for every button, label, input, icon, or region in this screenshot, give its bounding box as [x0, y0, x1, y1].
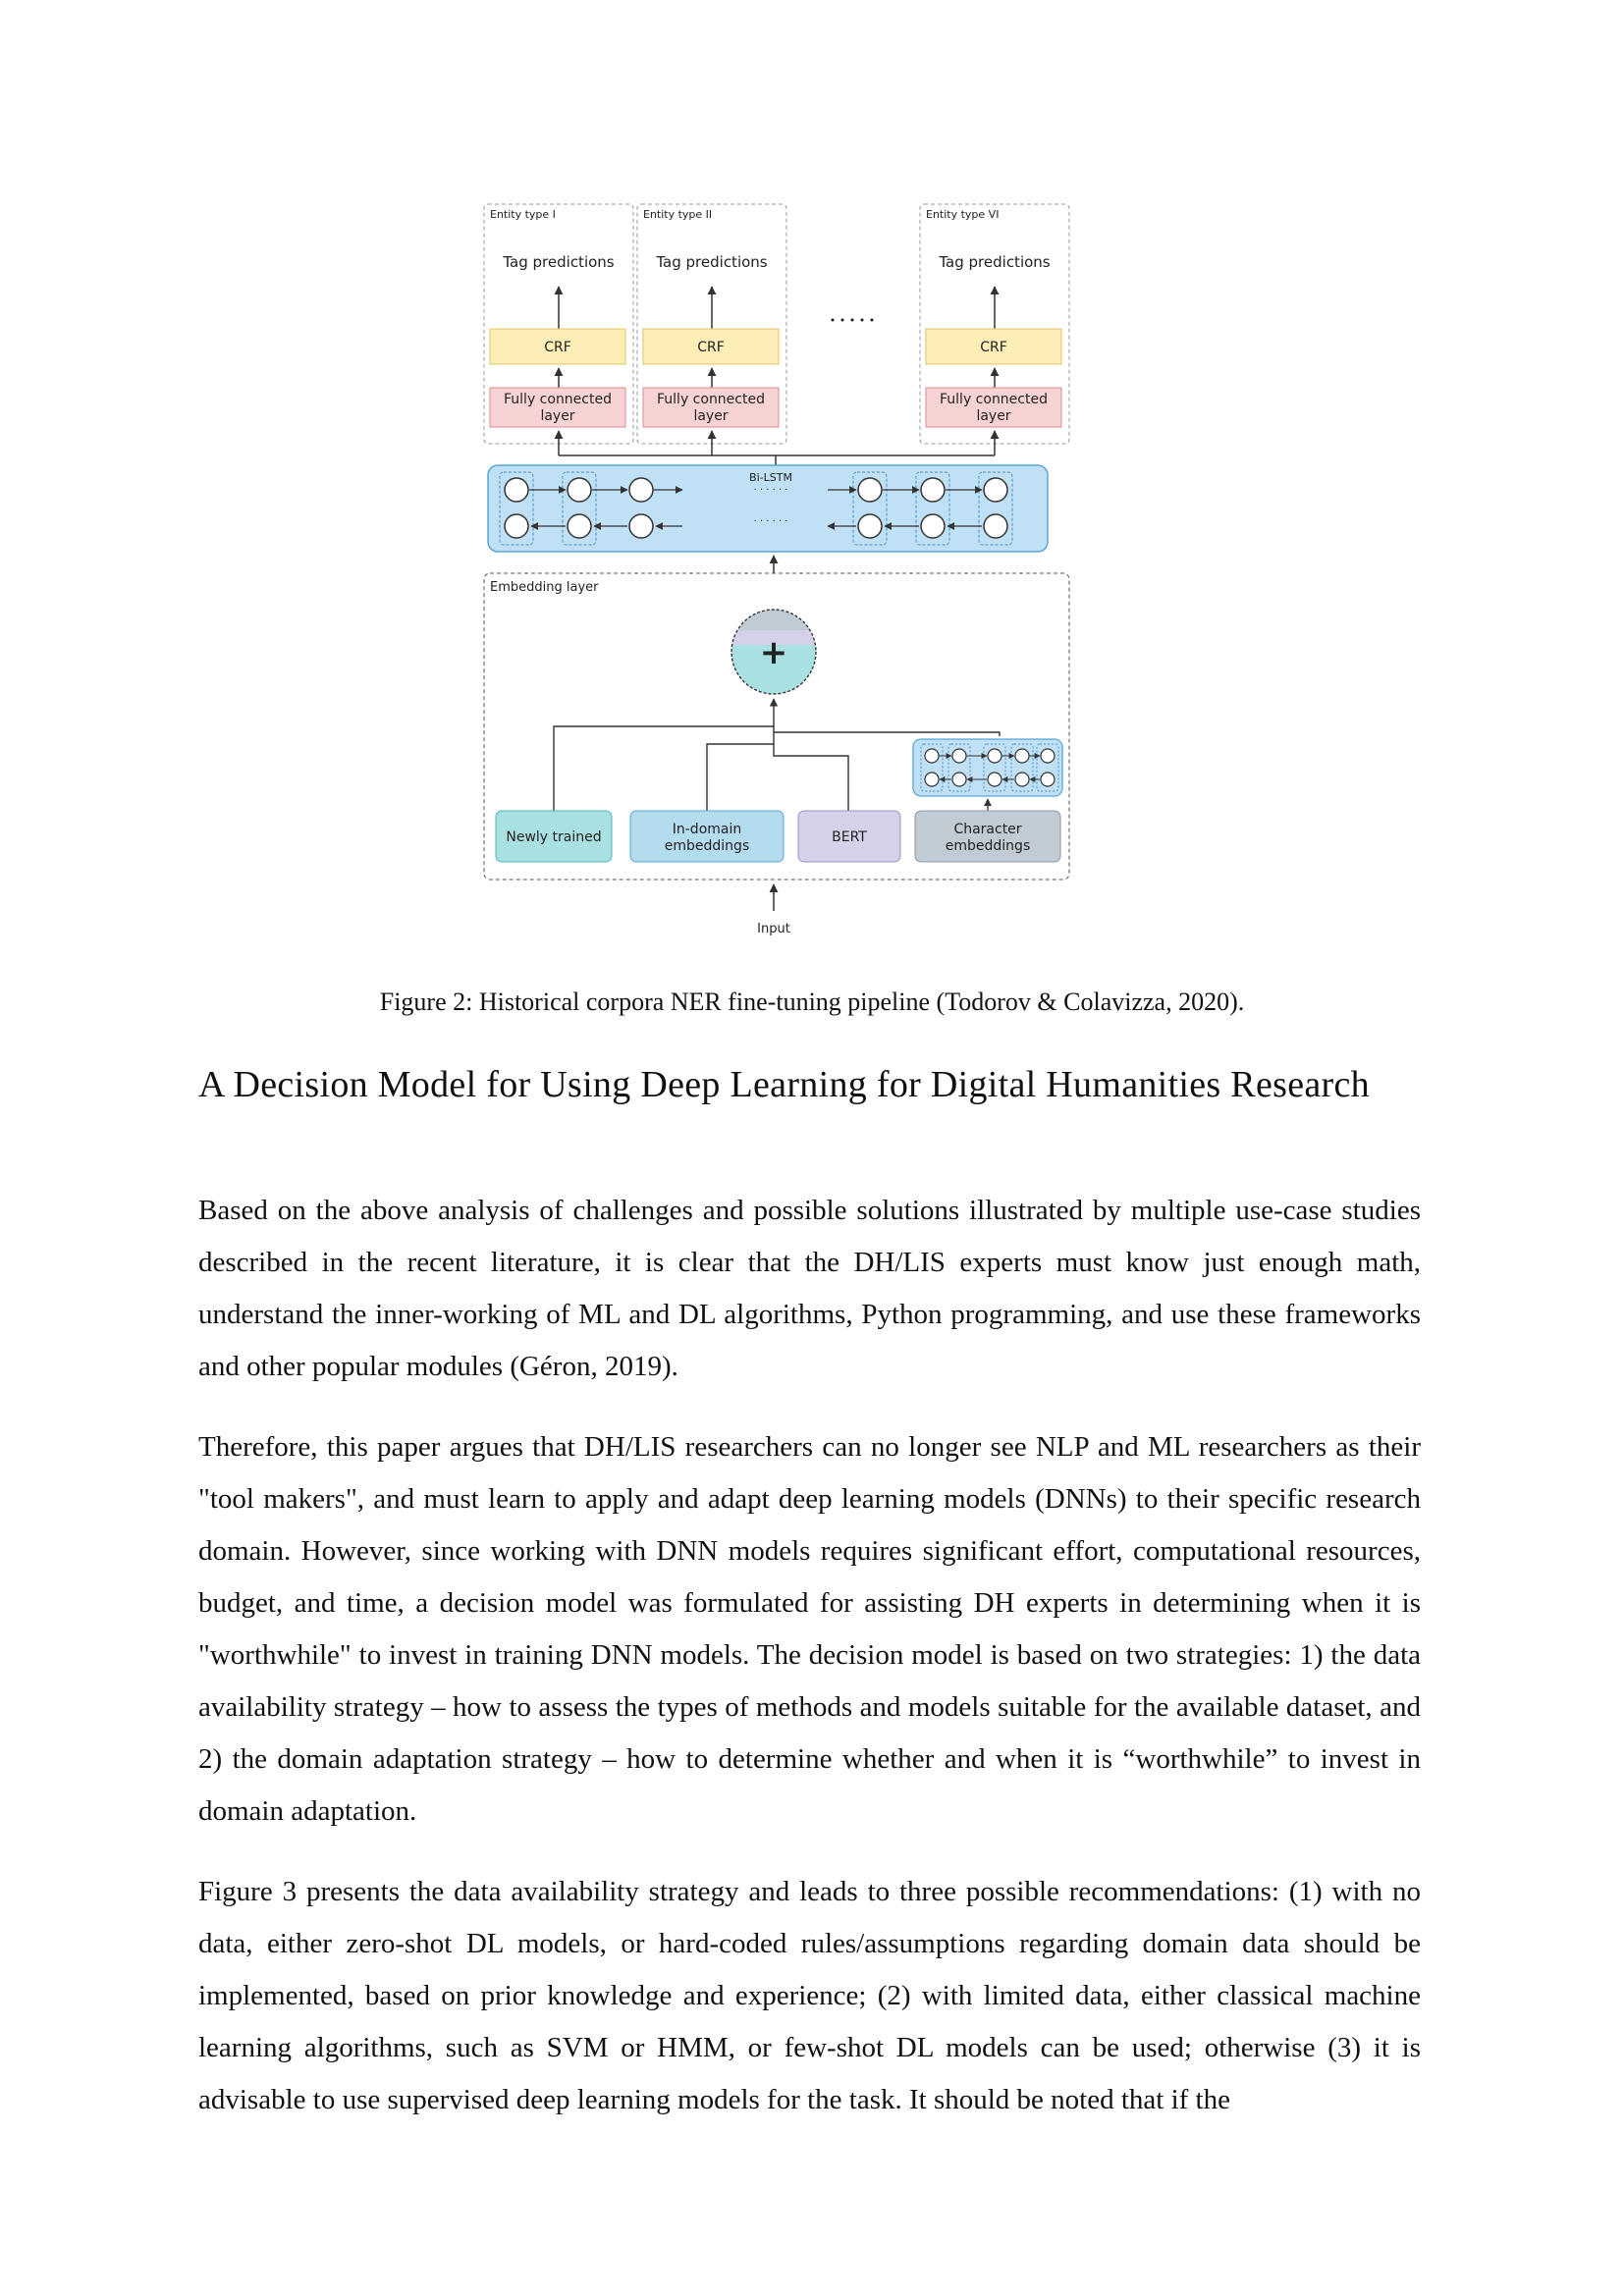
fully-connected-label-2: layer: [693, 408, 729, 424]
paragraph: Figure 3 presents the data availability strategy and leads to three possible recommendations: (1) with no data, either zero-shot DL models, or hard-coded rules/assumptions regarding domain data should be implemented, based on prior knowledge and experience; (2) with limited data, either classical machine learning algorithms, such as SVM or HMM, or few-shot DL models can be used; otherwise (3) it is advisable to use supervised deep learning models for the task. It should be noted that if the: [198, 1876, 1421, 2115]
paragraph: Therefore, this paper argues that DH/LIS researchers can no longer see NLP and ML researchers as their "tool makers", and must learn to apply and adapt deep learning models (DNNs) to their specific research domain. However, since working with DNN models requires significant effort, computational resources, budget, and time, a decision model was formulated for assisting DH experts in determining when it is "worthwhile" to invest in training DNN models. The decision model is based on two strategies: 1) the data availability strategy – how to assess the types of methods and models suitable for the available dataset, and 2) the domain adaptation strategy – how to determine whether and when it is “worthwhile” to invest in domain adaptation.: [198, 1431, 1421, 1827]
bilstm-dots-2: · · · · · ·: [753, 516, 788, 527]
character-label-2: embeddings: [945, 838, 1031, 854]
ner-pipeline-diagram: [476, 194, 1075, 948]
fully-connected-label: Fully connected: [940, 392, 1048, 407]
crf-label: CRF: [697, 340, 725, 355]
fully-connected-label: Fully connected: [657, 392, 765, 407]
bert-box: [798, 811, 900, 862]
bilstm-to-panels-connector: [559, 431, 995, 465]
concat-plus-icon: +: [759, 633, 788, 672]
section-heading: A Decision Model for Using Deep Learning for Digital Humanities Research: [198, 1064, 1370, 1105]
newly-trained-label: Newly trained: [506, 829, 602, 845]
fully-connected-label-2: layer: [540, 408, 575, 424]
bilstm-block: [488, 465, 1048, 552]
in-domain-label-2: embeddings: [664, 838, 750, 854]
figure-caption: Figure 2: Historical corpora NER fine-tuning pipeline (Todorov & Colavizza, 2020).: [379, 988, 1245, 1016]
embedding-layer-block: [484, 573, 1069, 880]
tag-predictions-label: Tag predictions: [503, 253, 615, 271]
concat-node: [730, 609, 818, 696]
fully-connected-label: Fully connected: [504, 392, 612, 407]
bilstm-label: Bi-LSTM: [749, 471, 792, 484]
tag-predictions-label: Tag predictions: [939, 253, 1051, 271]
entity-type-label: Entity type II: [643, 208, 713, 221]
figure-2: [476, 194, 1075, 948]
character-embeddings-box: [915, 811, 1060, 862]
newly-trained-box: [496, 811, 612, 862]
input-label: Input: [757, 922, 790, 936]
tag-predictions-label: Tag predictions: [656, 253, 768, 271]
entity-type-label: Entity type I: [490, 208, 556, 221]
in-domain-label: In-domain: [672, 822, 742, 837]
panel-ellipsis: • • • • •: [829, 314, 876, 327]
entity-panel-1: [484, 204, 633, 444]
entity-panel-6: [920, 204, 1069, 444]
bert-label: BERT: [832, 829, 867, 845]
entity-panel-2: [637, 204, 786, 444]
character-label: Character: [953, 822, 1022, 837]
fully-connected-label-2: layer: [976, 408, 1011, 424]
entity-type-label: Entity type VI: [926, 208, 1000, 221]
bilstm-dots: · · · · · ·: [753, 485, 788, 496]
crf-label: CRF: [544, 340, 571, 355]
character-bilstm: [913, 739, 1062, 811]
paragraph: Based on the above analysis of challenges and possible solutions illustrated by multiple use-case studies described in the recent literature, it is clear that the DH/LIS experts must know just enough math, understand the inner-working of ML and DL algorithms, Python programming, and use these frameworks and other popular modules (Géron, 2019).: [198, 1195, 1421, 1382]
embedding-layer-label: Embedding layer: [490, 580, 599, 595]
crf-label: CRF: [980, 340, 1007, 355]
in-domain-box: [630, 811, 784, 862]
